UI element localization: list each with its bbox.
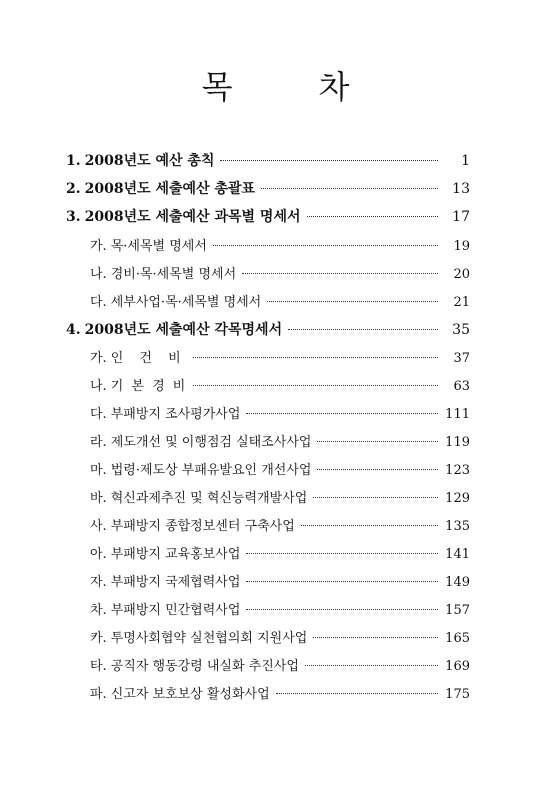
toc-entry-label: 혁신과제추진 및 혁신능력개발사업: [110, 491, 308, 506]
dot-leader: [242, 273, 438, 274]
toc-subentry: [90, 543, 470, 562]
toc-entry-page: 149: [445, 575, 470, 590]
toc-entry-number: 1.: [66, 153, 81, 169]
dot-leader: [261, 188, 438, 189]
toc-entry-page: 169: [445, 659, 470, 674]
toc-entry-label: 인 건 비: [110, 351, 187, 366]
toc-entry-label: 경비·목·세목별 명세서: [110, 267, 237, 282]
toc-entry-page: 1: [461, 153, 470, 169]
toc-entry-label: 2008년도 세출예산 과목별 명세서: [84, 209, 301, 225]
toc-entry-page: 175: [445, 687, 470, 702]
toc-subentry: [90, 627, 470, 646]
toc-entry-number: 마.: [90, 463, 107, 478]
toc-entry-number: 3.: [66, 209, 81, 225]
dot-leader: [313, 497, 438, 498]
toc-subentry: [90, 235, 470, 254]
dot-leader: [246, 413, 438, 414]
toc-entry-label: 부패방지 종합정보센터 구축사업: [110, 519, 295, 534]
toc-entry-page: 37: [453, 351, 470, 366]
toc-entry-page: 157: [445, 603, 470, 618]
dot-leader: [305, 665, 438, 666]
toc-subentry: [90, 655, 470, 674]
dot-leader: [213, 245, 438, 246]
toc-subentry: [90, 263, 470, 282]
toc-entry-page: 119: [445, 435, 470, 450]
dot-leader: [317, 441, 438, 442]
toc-entry-page: 21: [453, 295, 470, 310]
dot-leader: [317, 469, 438, 470]
title-right-char: 차: [318, 68, 350, 106]
dot-leader: [246, 553, 438, 554]
toc-entry-number: 나.: [90, 379, 107, 394]
toc-entry: [66, 150, 470, 170]
toc-entry: [66, 206, 470, 226]
toc-subentry: [90, 431, 470, 450]
toc-entry-page: 13: [452, 181, 470, 197]
toc-subentry: [90, 291, 470, 310]
toc-entry-label: 2008년도 세출예산 총괄표: [84, 181, 256, 197]
dot-leader: [288, 329, 438, 330]
toc-entry-label: 법령·제도상 부패유발요인 개선사업: [110, 463, 312, 478]
toc-entry-number: 아.: [90, 547, 107, 562]
toc-entry-label: 세부사업·목·세목별 명세서: [110, 295, 262, 310]
dot-leader: [301, 525, 438, 526]
toc-entry-number: 차.: [90, 603, 107, 618]
toc-entry-page: 135: [445, 519, 470, 534]
toc-subentry: [90, 515, 470, 534]
toc-entry-number: 라.: [90, 435, 107, 450]
dot-leader: [307, 216, 439, 217]
toc-entry-number: 가.: [90, 351, 107, 366]
toc-entry-label: 공직자 행동강령 내실화 추진사업: [110, 659, 299, 674]
toc-entry-number: 사.: [90, 519, 107, 534]
toc-subentry: [90, 459, 470, 478]
toc-entry-page: 35: [452, 322, 470, 338]
toc-entry-page: 19: [453, 239, 470, 254]
toc-entry-number: 다.: [90, 295, 107, 310]
toc-entry-label: 제도개선 및 이행점검 실태조사사업: [110, 435, 312, 450]
toc-subentry: [90, 683, 470, 702]
toc-entry-page: 17: [452, 209, 470, 225]
toc-entry-label: 부패방지 국제협력사업: [110, 575, 241, 590]
toc-entry-number: 나.: [90, 267, 107, 282]
toc-entry-page: 129: [445, 491, 470, 506]
dot-leader: [220, 160, 438, 161]
toc-entry-page: 111: [445, 407, 470, 422]
dot-leader: [246, 581, 438, 582]
toc-entry-number: 다.: [90, 407, 107, 422]
toc-subentry: [90, 599, 470, 618]
title-left-char: 목: [201, 68, 233, 106]
page-title: [0, 62, 551, 108]
toc-entry-number: 자.: [90, 575, 107, 590]
toc-entry-number: 2.: [66, 181, 81, 197]
toc-entry-label: 2008년도 예산 총칙: [84, 153, 215, 169]
toc-entry-number: 타.: [90, 659, 107, 674]
toc-entry-number: 가.: [90, 239, 107, 254]
toc-subentry: [90, 487, 470, 506]
dot-leader: [246, 609, 438, 610]
toc-entry-label: 목·세목별 명세서: [110, 239, 207, 254]
toc-entry-number: 4.: [66, 322, 81, 338]
toc-entry-page: 123: [445, 463, 470, 478]
toc-entry-page: 165: [445, 631, 470, 646]
toc-entry: [66, 319, 470, 339]
dot-leader: [193, 385, 438, 386]
toc-entry-label: 기 본 경 비: [110, 379, 188, 394]
toc-entry: [66, 178, 470, 198]
toc-entry-label: 신고자 보호보상 활성화사업: [110, 687, 270, 702]
dot-leader: [193, 357, 438, 358]
toc-entry-label: 부패방지 교육홍보사업: [110, 547, 241, 562]
toc-subentry: [90, 571, 470, 590]
dot-leader: [313, 637, 438, 638]
toc-entry-label: 2008년도 세출예산 각목명세서: [84, 322, 283, 338]
toc-entry-page: 20: [453, 267, 470, 282]
dot-leader: [276, 693, 438, 694]
toc-entry-label: 투명사회협약 실천협의회 지원사업: [110, 631, 308, 646]
toc-entry-page: 63: [453, 379, 470, 394]
toc-subentry: [90, 403, 470, 422]
toc-subentry: [90, 375, 470, 394]
dot-leader: [267, 301, 438, 302]
toc-entry-number: 바.: [90, 491, 107, 506]
toc-entry-page: 141: [445, 547, 470, 562]
toc-entry-number: 파.: [90, 687, 107, 702]
toc-subentry: [90, 347, 470, 366]
toc-entry-label: 부패방지 민간협력사업: [110, 603, 241, 618]
toc-entry-number: 카.: [90, 631, 107, 646]
toc-entry-label: 부패방지 조사평가사업: [110, 407, 241, 422]
